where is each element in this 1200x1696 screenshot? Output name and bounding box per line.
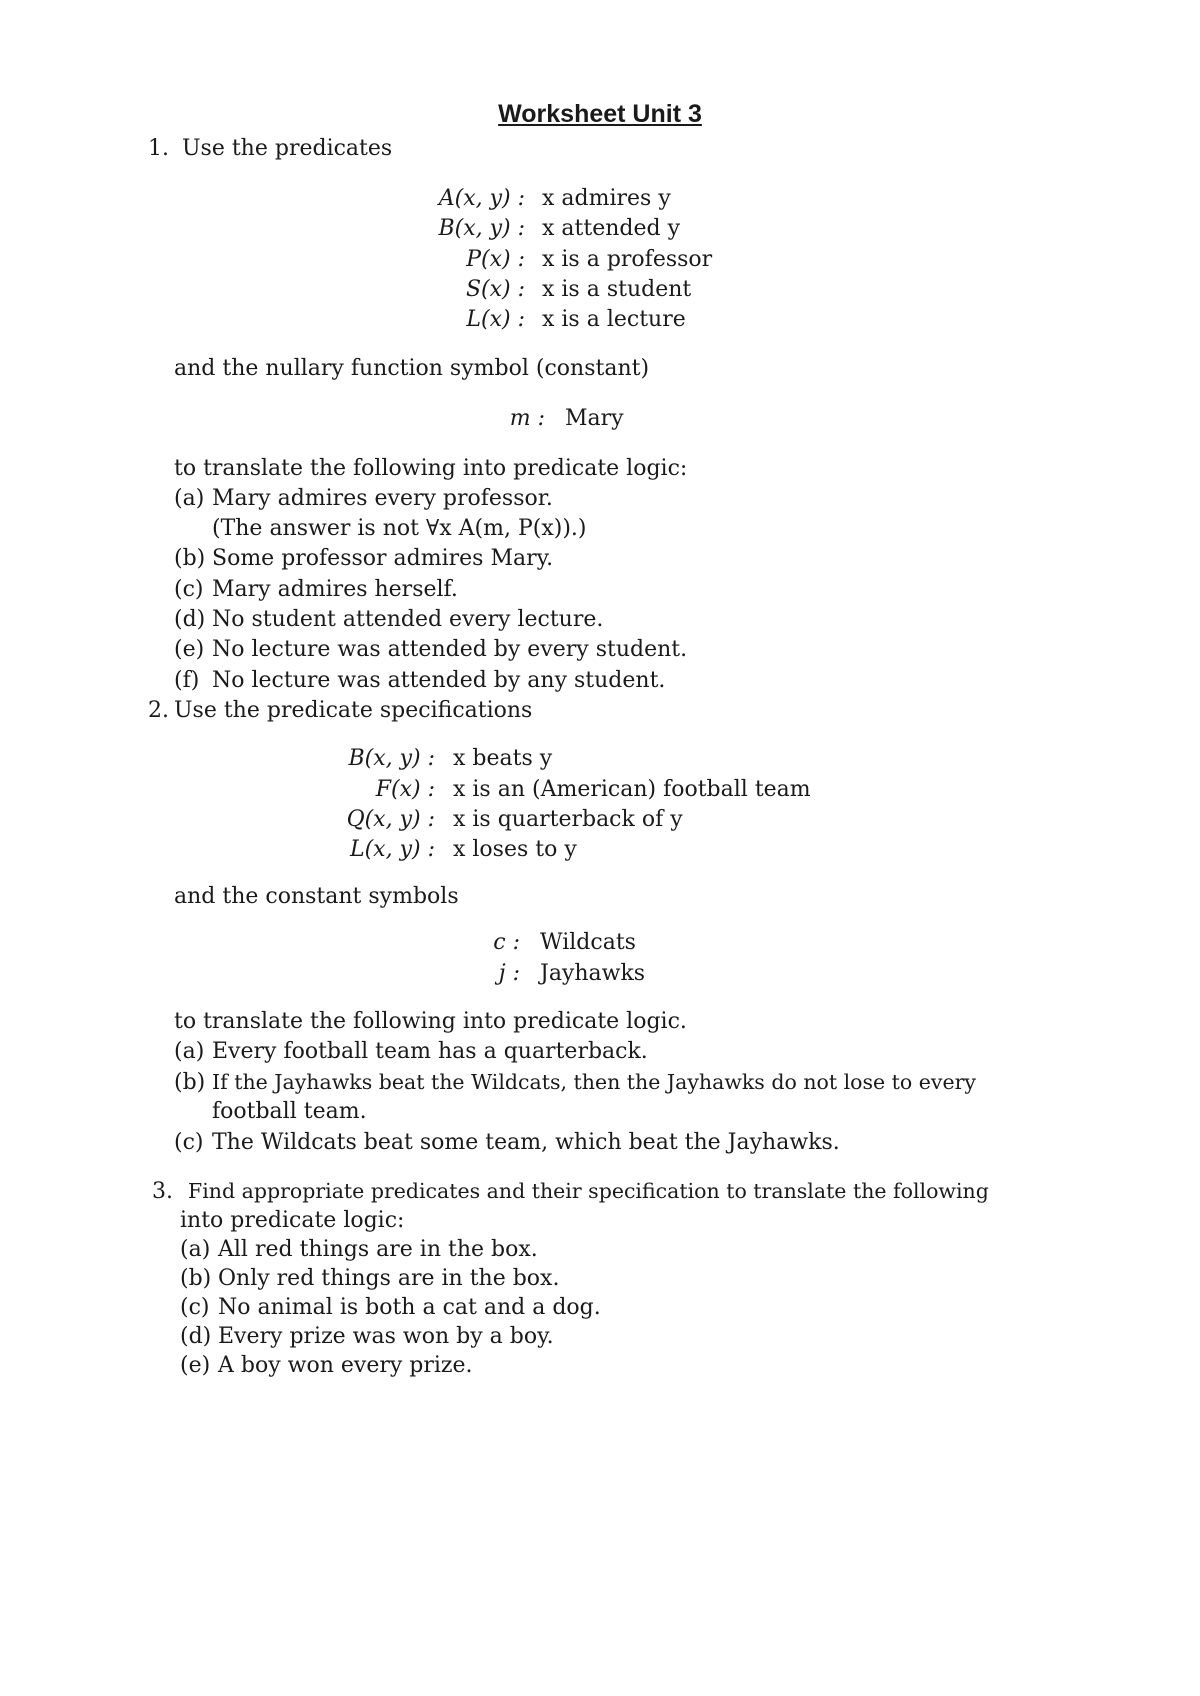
item-text: No lecture was attended by every student. — [212, 637, 688, 662]
item-label: (b) — [174, 546, 206, 571]
predicate-definition: x attended y — [542, 216, 680, 241]
q1-number: 1. — [148, 136, 169, 161]
item-text: Some professor admires Mary. — [212, 546, 554, 571]
item-label: (a) — [180, 1237, 211, 1262]
list-item — [174, 1101, 367, 1123]
predicate-symbol: B(x, y) : — [348, 746, 435, 771]
item-label: (c) — [174, 1130, 204, 1155]
q1-lead-text: to translate the following into predicate logic: — [174, 456, 688, 481]
list-item — [174, 670, 665, 692]
predicate-definition: x is a lecture — [542, 307, 686, 332]
predicate-symbol: L(x) : — [466, 307, 525, 332]
q2-intro: Use the predicate specifications — [174, 698, 533, 723]
list-item — [174, 1072, 976, 1094]
item-label: (e) — [174, 637, 205, 662]
q1-mid-text: and the nullary function symbol (constant) — [174, 356, 650, 381]
q2-mid-text: and the constant symbols — [174, 884, 459, 909]
predicate-definition: x is a professor — [542, 247, 713, 272]
item-text: No student attended every lecture. — [212, 607, 604, 632]
item-text: (The answer is not ∀x A(m, P(x)).) — [212, 516, 587, 541]
item-label: (b) — [180, 1266, 212, 1291]
list-item — [174, 1041, 648, 1063]
item-label: (c) — [180, 1295, 210, 1320]
list-item — [174, 548, 553, 570]
constant-definition: Wildcats — [540, 930, 636, 955]
predicate-symbol: S(x) : — [465, 277, 525, 302]
item-label: (a) — [174, 486, 205, 511]
item-text: The Wildcats beat some team, which beat the Jayhawks. — [212, 1130, 840, 1155]
predicate-symbol: P(x) : — [466, 247, 525, 272]
q3-intro-line2: into predicate logic: — [180, 1208, 405, 1233]
q1-intro: Use the predicates — [182, 136, 393, 161]
page-title: Worksheet Unit 3 — [498, 100, 702, 128]
item-text: A boy won every prize. — [218, 1353, 473, 1378]
list-item — [174, 609, 603, 631]
predicate-definition: x is an (American) football team — [453, 777, 811, 802]
constant-symbol: m : — [509, 406, 545, 431]
item-text: Mary admires herself. — [212, 577, 458, 602]
item-text: No animal is both a cat and a dog. — [218, 1295, 601, 1320]
predicate-definition: x is a student — [542, 277, 692, 302]
predicate-symbol: Q(x, y) : — [346, 807, 435, 832]
item-text: football team. — [212, 1099, 367, 1124]
predicate-symbol: B(x, y) : — [438, 216, 525, 241]
list-item — [174, 1132, 840, 1154]
item-text: Every football team has a quarterback. — [212, 1039, 648, 1064]
q2-lead-text: to translate the following into predicate logic. — [174, 1009, 687, 1034]
item-label: (d) — [180, 1324, 212, 1349]
constant-definition: Mary — [565, 406, 624, 431]
item-label: (f) — [174, 668, 200, 693]
item-label: (d) — [174, 607, 206, 632]
item-text: Every prize was won by a boy. — [218, 1324, 554, 1349]
constant-definition: Jayhawks — [540, 961, 646, 986]
item-text: Only red things are in the box. — [218, 1266, 560, 1291]
predicate-symbol: A(x, y) : — [438, 186, 525, 211]
list-item — [174, 488, 553, 510]
item-text: No lecture was attended by any student. — [212, 668, 666, 693]
predicate-definition: x admires y — [542, 186, 671, 211]
item-text: All red things are in the box. — [218, 1237, 538, 1262]
constant-symbol: c : — [493, 930, 520, 955]
list-item — [174, 639, 687, 661]
list-item — [180, 1326, 554, 1348]
item-label: (c) — [174, 577, 204, 602]
list-item — [180, 1239, 538, 1261]
list-item — [174, 579, 458, 601]
q3-intro-line1: Find appropriate predicates and their specification to translate the following — [188, 1179, 989, 1203]
predicate-symbol: L(x, y) : — [349, 837, 435, 862]
predicate-definition: x is quarterback of y — [453, 807, 683, 832]
q3-number: 3. — [152, 1179, 173, 1204]
list-item — [180, 1297, 601, 1319]
item-label: (b) — [174, 1070, 206, 1095]
predicate-definition: x beats y — [453, 746, 553, 771]
item-text: If the Jayhawks beat the Wildcats, then the Jayhawks do not lose to every — [212, 1070, 977, 1094]
predicate-symbol: F(x) : — [375, 777, 435, 802]
item-label: (a) — [174, 1039, 205, 1064]
list-item — [174, 518, 586, 540]
item-label: (e) — [180, 1353, 211, 1378]
q2-number: 2. — [148, 698, 169, 723]
constant-symbol: j : — [498, 961, 520, 986]
list-item — [180, 1355, 473, 1377]
item-text: Mary admires every professor. — [212, 486, 553, 511]
predicate-definition: x loses to y — [453, 837, 577, 862]
list-item — [180, 1268, 559, 1290]
